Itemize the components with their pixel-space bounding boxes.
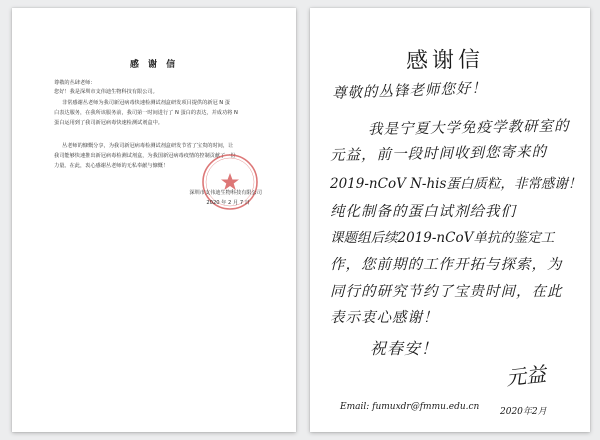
handwritten-signature: 元益 [504,361,548,390]
typed-letter-paragraph1-line: 非常感谢丛老师为我司新冠病毒快速检测试剂盒研发项目提供的新冠 N 蛋 [62,100,230,106]
handwritten-line: 表示衷心感谢！ [330,310,439,326]
handwritten-thank-you-letter [310,8,590,432]
handwritten-line: 作，您前期的工作开拓与探索，为 [330,257,563,273]
typed-letter-paragraph2-line: 丛老师的慷慨分享，为我司新冠病毒检测试剂盒研发节省了宝贵的时间，让 [62,143,234,149]
typed-letter-salutation: 尊敬的丛肆老师： [54,80,96,86]
handwritten-line: 尊敬的丛锋老师您好！ [331,80,488,102]
handwritten-date: 2020年2月 [500,407,547,417]
typed-letter-signature-company: 深圳市支伟迪生物科技有限公司 [189,190,262,196]
handwritten-line: 祝春安！ [370,339,439,358]
typed-letter-paragraph1-line: 蛋白运用到了我司新冠病毒快速检测试剂盒中。 [54,120,163,126]
typed-letter-paragraph2-line: 我司能够快速推出新冠病毒检测试剂盒，为我国新冠病毒疫情的控制贡献了一份 [54,153,236,159]
typed-letter-signature-date: 2020 年 2 月 7 日 [206,200,250,206]
handwritten-letter-title: 感谢信 [405,47,485,74]
typed-thank-you-letter [12,8,296,432]
handwritten-line: 课题组后续2019-nCoV单抗的鉴定工 [330,230,555,246]
handwritten-line: 2019-nCoV N-his蛋白质粒，非常感谢！ [330,176,582,192]
typed-letter-title: 感 谢 信 [129,60,179,70]
handwritten-line: 元益，前一段时间收到您寄来的 [329,144,548,164]
handwritten-line: 我是宁夏大学免疫学教研室的 [367,118,570,138]
typed-letter-paragraph2-line: 力量。在此，衷心感谢丛老师的无私奉献与慷慨！ [54,163,169,169]
handwritten-line: 纯化制备的蛋白试剂给我们 [330,204,516,220]
handwritten-line: 同行的研究节约了宝贵时间，在此 [330,284,563,300]
typed-letter-greeting: 您好！我是深圳市支伟迪生物科技有限公司。 [54,89,158,95]
typed-letter-paragraph1-line: 白表达服务，在我所该服务前，我司第一时间进行了 N 蛋白的表达，并成功将 N [54,110,238,116]
handwritten-email: Email: fumuxdr@fmmu.edu.cn [340,402,480,412]
